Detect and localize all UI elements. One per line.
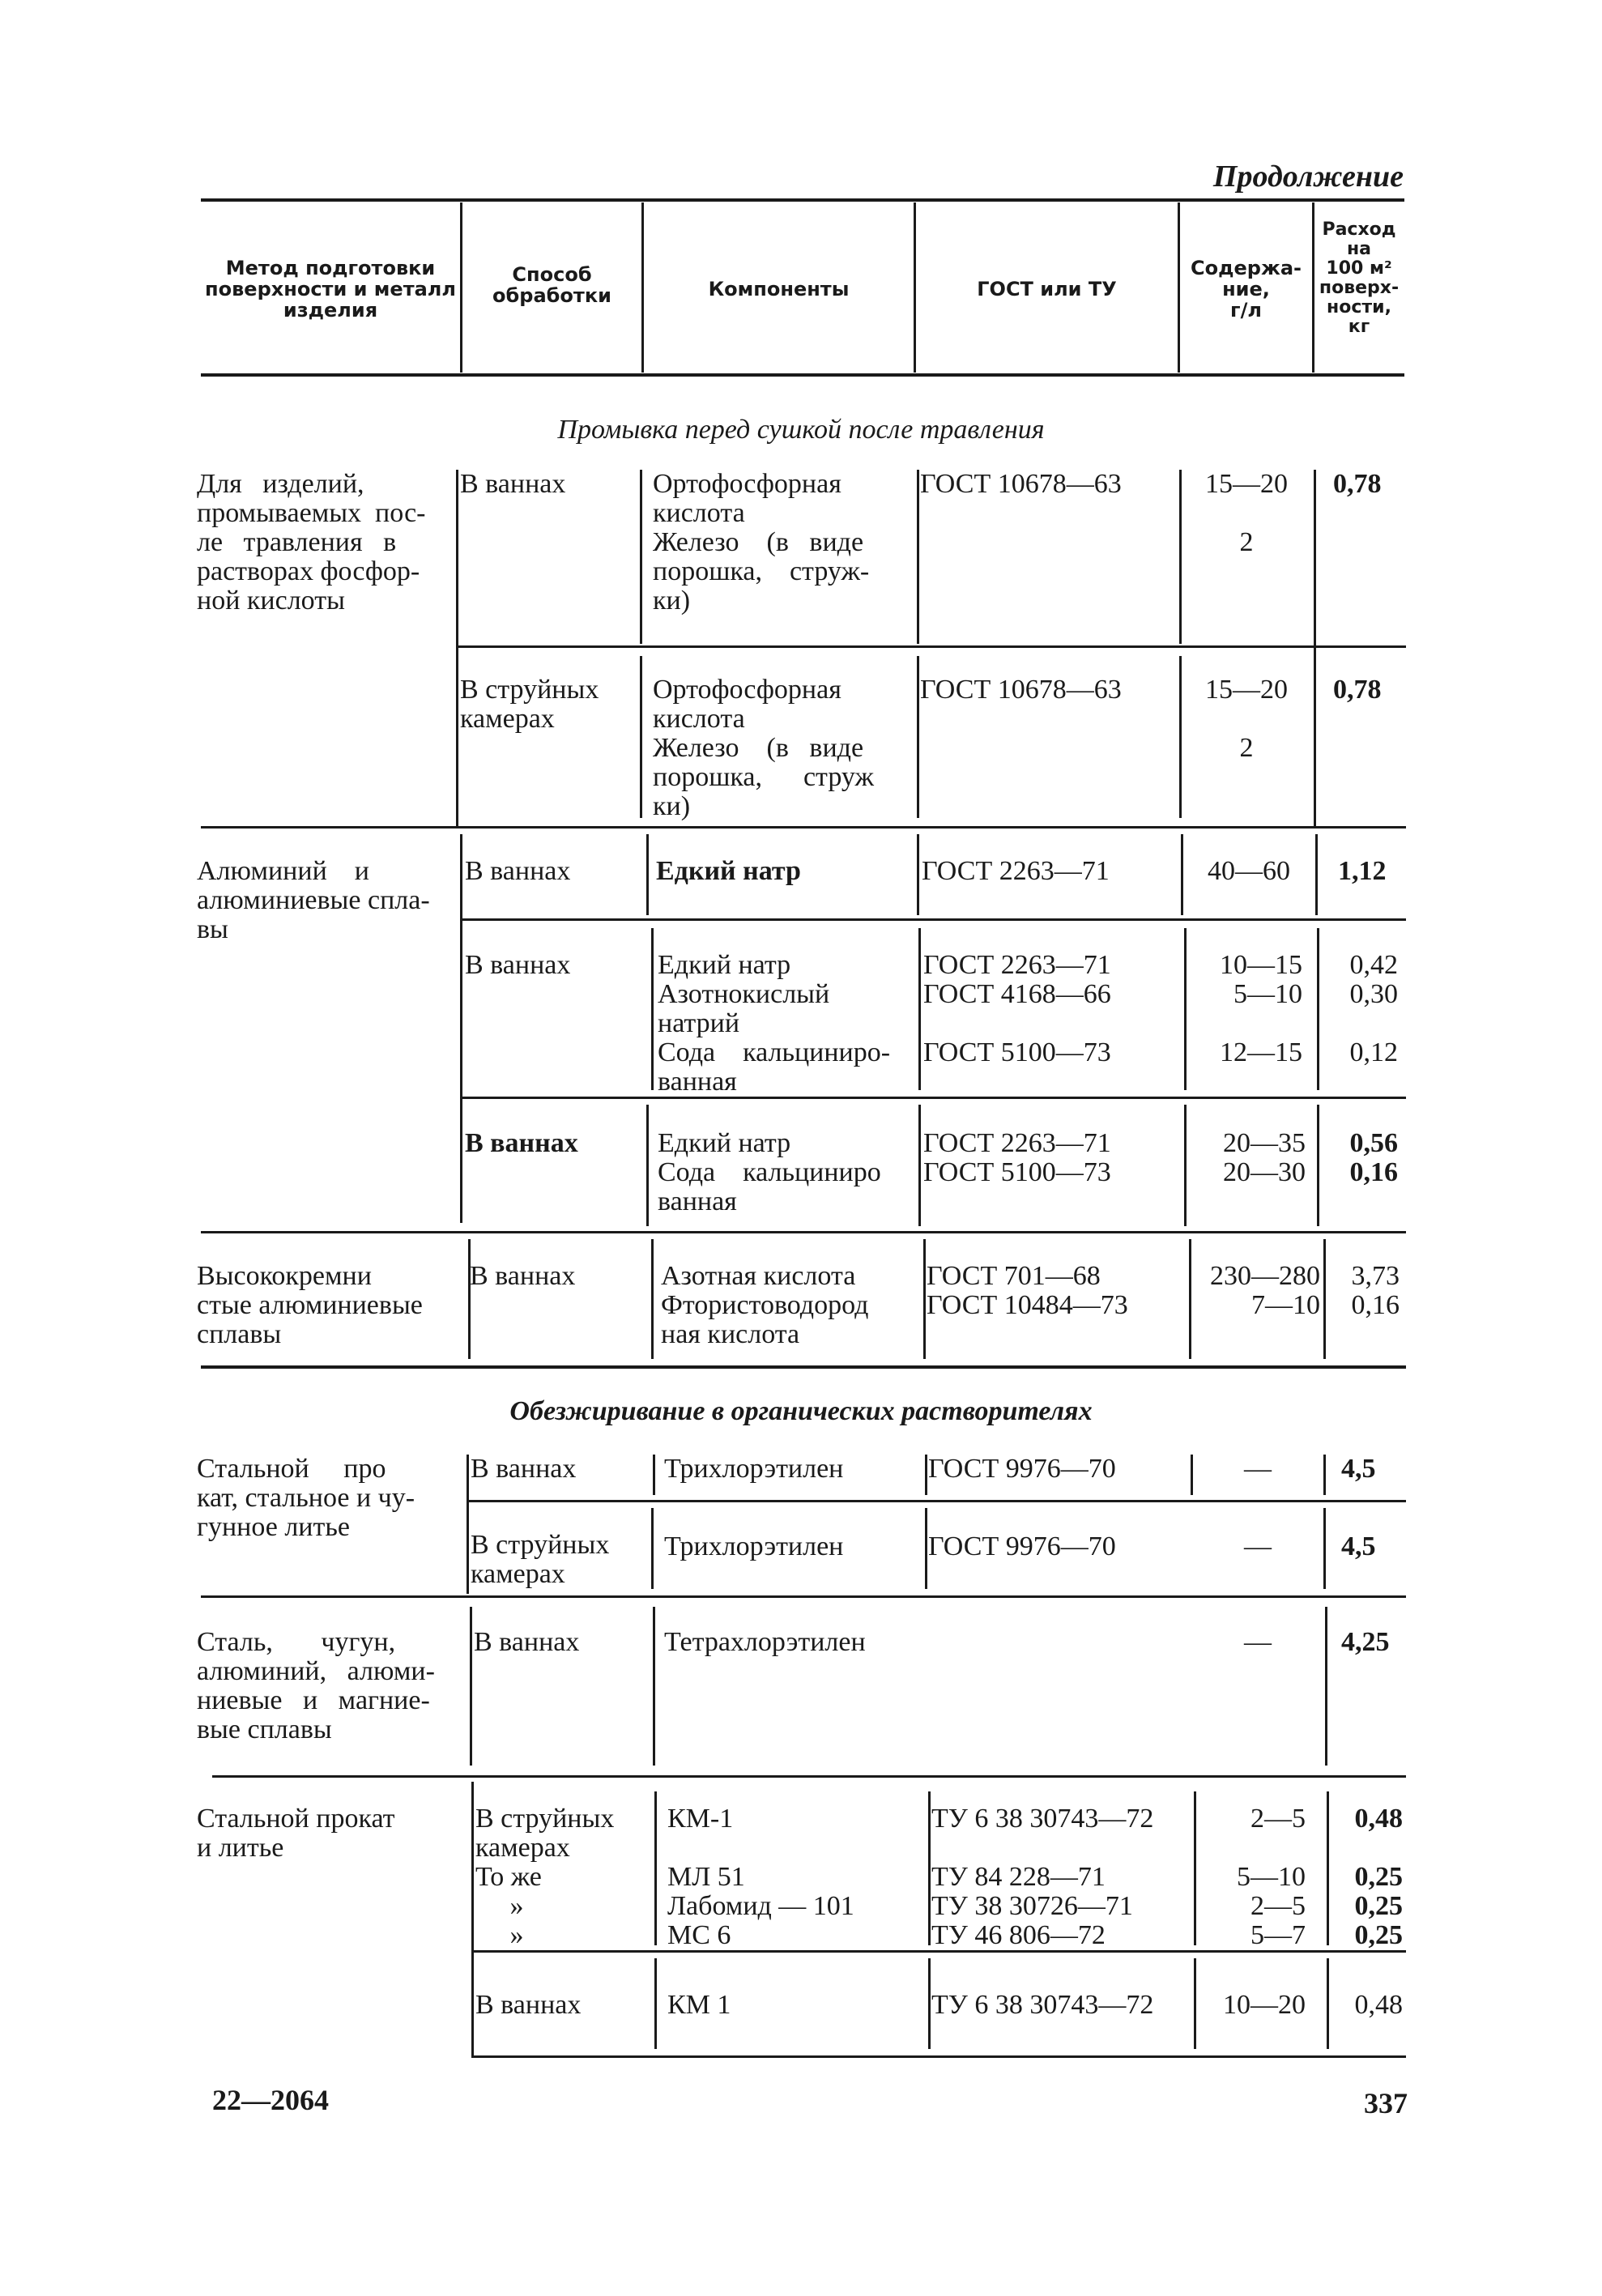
col-divider — [1194, 1958, 1196, 2049]
col-header-method: Метод подготовки поверхности и металл изделия — [205, 257, 456, 322]
col-divider — [917, 834, 919, 915]
processing-cell: В струйных камерах — [460, 675, 599, 734]
content-cell: 15—20 2 — [1205, 675, 1288, 763]
standard-cell: ГОСТ 9976—70 — [928, 1531, 1116, 1561]
table-bottom-rule — [471, 2055, 1406, 2058]
standard-cell: ГОСТ 9976—70 — [928, 1454, 1116, 1484]
content-cell: 40—60 — [1208, 856, 1290, 886]
col-divider — [1323, 1455, 1326, 1495]
consumption-cell: 1,12 — [1338, 856, 1387, 886]
processing-cell: В струйных камерах — [471, 1530, 610, 1589]
content-cell: 2—5 5—10 2—5 5—7 — [1237, 1804, 1306, 1950]
col-divider — [471, 1782, 474, 2057]
processing-cell: В ваннах — [475, 1990, 582, 2020]
group-rule — [201, 826, 1406, 829]
col-divider — [646, 1105, 649, 1226]
header-bottom-rule — [201, 373, 1404, 377]
standard-cell: ГОСТ 2263—71 ГОСТ 4168—66 ГОСТ 5100—73 — [923, 950, 1111, 1067]
row-rule — [460, 918, 1406, 921]
col-divider — [918, 1105, 921, 1226]
col-divider — [651, 928, 654, 1090]
col-divider — [925, 1508, 927, 1589]
components-cell: Едкий натр Сода кальциниро ванная — [658, 1128, 881, 1216]
col-divider — [460, 834, 462, 1223]
group-rule — [201, 1231, 1406, 1233]
components-cell: Ортофосфорная кислота Железо (в виде порошка, струж- ки) — [653, 469, 870, 616]
content-cell: 230—280 7—10 — [1210, 1261, 1320, 1320]
components-cell: Трихлорэтилен — [664, 1454, 844, 1484]
group-rule — [201, 1365, 1406, 1369]
col-divider — [640, 656, 642, 818]
processing-cell: В ваннах — [465, 856, 571, 886]
consumption-cell: 0,48 0,25 0,25 0,25 — [1354, 1804, 1403, 1950]
col-divider — [925, 1455, 927, 1495]
page-number: 337 — [1364, 2087, 1408, 2119]
col-divider — [1325, 1607, 1327, 1766]
col-divider — [468, 1239, 471, 1359]
col-divider — [1184, 928, 1187, 1090]
col-divider — [1191, 1455, 1193, 1495]
col-divider — [1323, 1239, 1326, 1359]
section-title: Обезжиривание в органических растворителях — [509, 1396, 1093, 1426]
consumption-cell: 0,78 — [1333, 675, 1382, 705]
col-divider — [640, 470, 642, 644]
method-cell: Стальной прокат и литье — [197, 1804, 395, 1863]
standard-cell: ГОСТ 2263—71 — [922, 856, 1110, 886]
components-cell: Едкий натр — [656, 856, 801, 886]
method-cell: Сталь, чугун, алюминий, алюми- ниевые и магние- вые сплавы — [197, 1627, 435, 1744]
standard-cell: ГОСТ 2263—71 ГОСТ 5100—73 — [923, 1128, 1111, 1187]
col-divider — [1184, 1105, 1187, 1226]
method-cell: Алюминий и алюминиевые спла- вы — [197, 856, 430, 944]
processing-cell: В ваннах — [460, 469, 566, 499]
col-divider — [470, 1607, 472, 1766]
col-divider — [1317, 928, 1319, 1090]
consumption-cell: 4,25 — [1341, 1627, 1390, 1657]
row-rule — [471, 1950, 1406, 1953]
content-cell: 10—15 5—10 12—15 — [1220, 950, 1302, 1067]
section-title: Промывка перед сушкой после травления — [557, 415, 1045, 445]
row-rule — [456, 645, 1406, 648]
consumption-cell: 4,5 — [1341, 1454, 1376, 1484]
col-divider — [646, 834, 649, 915]
consumption-cell: 4,5 — [1341, 1531, 1376, 1561]
col-divider — [918, 928, 921, 1090]
col-divider — [923, 1239, 926, 1359]
processing-cell: В ваннах — [471, 1454, 577, 1484]
standard-cell: ГОСТ 10678—63 — [920, 675, 1122, 705]
processing-cell: В ваннах — [465, 1128, 578, 1158]
components-cell: КМ 1 — [667, 1990, 731, 2020]
content-cell: — — [1244, 1531, 1272, 1561]
components-cell: Тетрахлорэтилен — [664, 1627, 866, 1657]
col-divider — [654, 1791, 657, 1945]
consumption-cell: 3,73 0,16 — [1351, 1261, 1400, 1320]
consumption-cell: 0,42 0,30 0,12 — [1349, 950, 1398, 1067]
group-rule — [201, 1595, 1406, 1598]
col-divider — [1194, 1791, 1196, 1945]
components-cell: Ортофосфорная кислота Железо (в виде порошка, струж ки) — [653, 675, 874, 821]
col-divider — [654, 1958, 657, 2049]
method-cell: Стальной про кат, стальное и чу- гунное литье — [197, 1454, 415, 1542]
method-cell: Высококремни стые алюминиевые сплавы — [197, 1261, 423, 1349]
content-cell: 20—35 20—30 — [1223, 1128, 1306, 1187]
col-divider — [917, 656, 919, 818]
table-top-rule — [201, 198, 1404, 202]
col-divider — [653, 1607, 655, 1766]
col-divider — [928, 1791, 931, 1945]
components-cell: Трихлорэтилен — [664, 1531, 844, 1561]
col-header-content: Содержа- ние, г/л — [1191, 257, 1302, 322]
standard-cell: ТУ 6 38 30743—72 — [931, 1990, 1154, 2020]
col-divider — [917, 470, 919, 644]
method-cell: Для изделий, промываемых пос- ле травления в растворах фосфор- ной кислоты — [197, 469, 426, 616]
col-header-processing: Способ обработки — [492, 263, 611, 307]
standard-cell: ТУ 6 38 30743—72 ТУ 84 228—71 ТУ 38 30726—71 ТУ 46 806—72 — [931, 1804, 1154, 1950]
col-divider — [1314, 470, 1316, 826]
content-cell: 15—20 2 — [1205, 469, 1288, 557]
consumption-cell: 0,56 0,16 — [1349, 1128, 1398, 1187]
col-divider — [1323, 1508, 1326, 1589]
processing-cell: В ваннах — [465, 950, 571, 980]
col-divider — [651, 1508, 654, 1589]
col-divider — [1327, 1791, 1329, 1945]
processing-cell: В струйных камерах То же » » — [475, 1804, 615, 1950]
standard-cell: ГОСТ 10678—63 — [920, 469, 1122, 499]
standard-cell: ГОСТ 701—68 ГОСТ 10484—73 — [927, 1261, 1128, 1320]
consumption-cell: 0,48 — [1354, 1990, 1403, 2020]
col-divider — [651, 1239, 654, 1359]
col-header-standard: ГОСТ или ТУ — [977, 278, 1117, 300]
footer-code: 22—2064 — [212, 2084, 329, 2116]
components-cell: КМ-1 МЛ 51 Лабомид — 101 МС 6 — [667, 1804, 854, 1950]
processing-cell: В ваннах — [470, 1261, 576, 1291]
content-cell: — — [1244, 1627, 1272, 1657]
components-cell: Едкий натр Азотнокислый натрий Сода кальциниро- ванная — [658, 950, 891, 1097]
row-rule — [467, 1500, 1406, 1502]
row-rule — [460, 1097, 1406, 1099]
content-cell: — — [1244, 1454, 1272, 1484]
col-header-components: Компоненты — [708, 278, 850, 300]
col-header-consumption: Расход на 100 м² поверх- ности, кг — [1319, 219, 1400, 337]
group-rule — [212, 1775, 1406, 1778]
col-divider — [467, 1455, 469, 1594]
processing-cell: В ваннах — [474, 1627, 580, 1657]
col-divider — [1327, 1958, 1329, 2049]
content-cell: 10—20 — [1223, 1990, 1306, 2020]
components-cell: Азотная кислота Фтористоводород ная кислота — [661, 1261, 869, 1349]
col-divider — [456, 470, 458, 826]
continuation-label: Продолжение — [1212, 160, 1404, 194]
col-divider — [928, 1958, 931, 2049]
col-divider — [1317, 1105, 1319, 1226]
col-divider — [653, 1455, 655, 1495]
consumption-cell: 0,78 — [1333, 469, 1382, 499]
col-divider — [1315, 834, 1318, 915]
